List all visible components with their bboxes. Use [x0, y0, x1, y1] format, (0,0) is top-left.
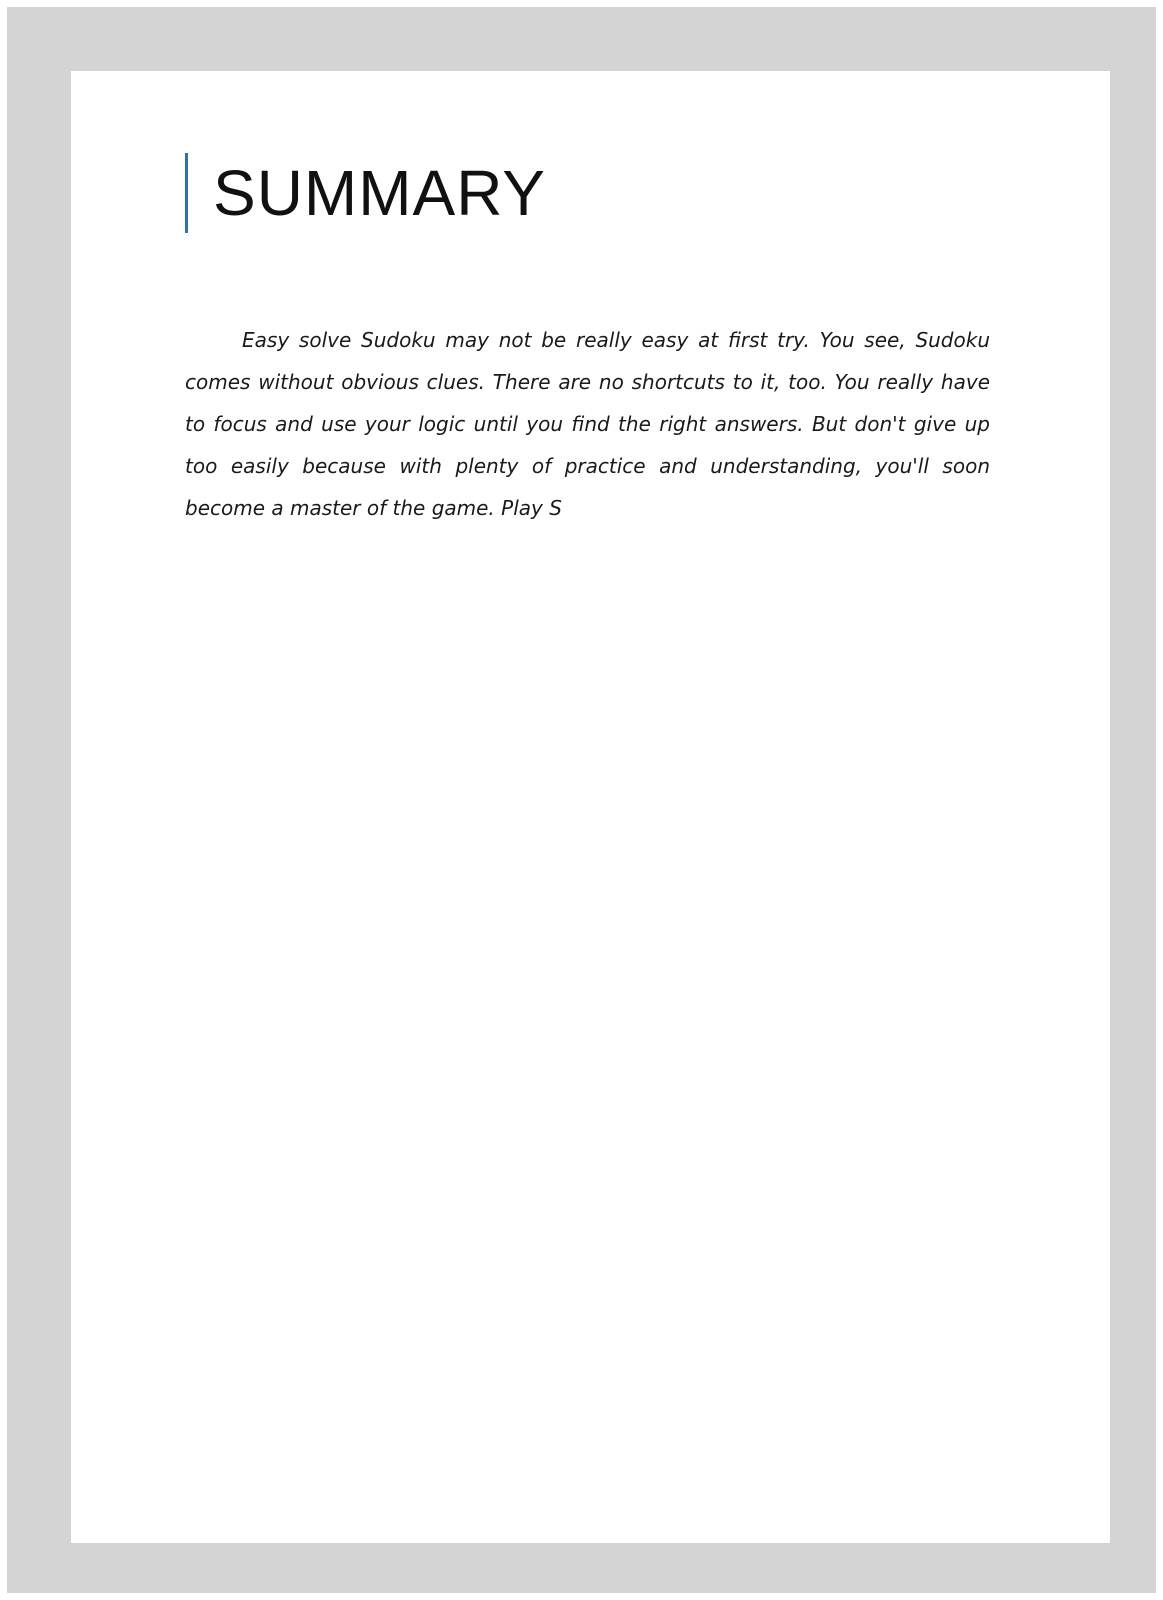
- heading: [185, 153, 546, 233]
- heading-accent-bar: [185, 153, 188, 233]
- page-backdrop: [7, 7, 1156, 1593]
- page-title: SUMMARY: [213, 157, 546, 229]
- summary-paragraph: Easy solve Sudoku may not be really easy at first try. You see, Sudoku comes without obvious clues. There are no shortcuts to it, too. You really have to focus and use your logic until you find the right answers. But don't give up too easily because with plenty of practice and understanding, you'll soon become a master of the game. Play S: [185, 328, 990, 520]
- document-page: [71, 71, 1110, 1543]
